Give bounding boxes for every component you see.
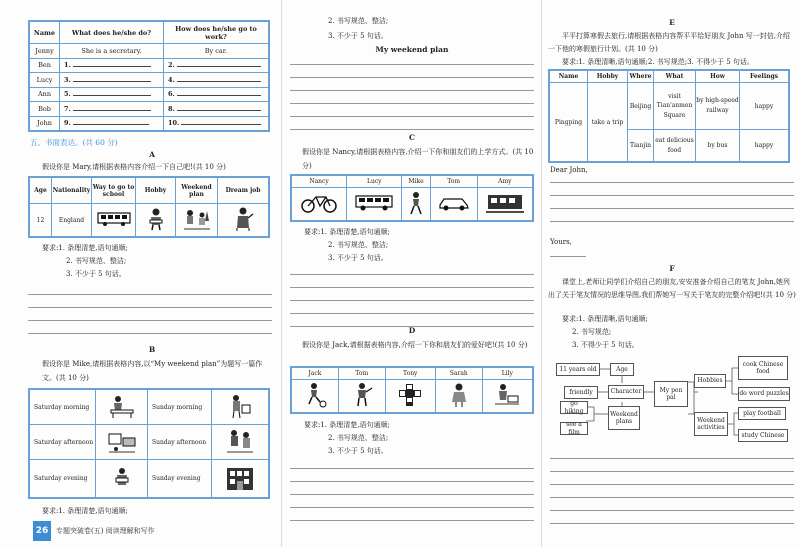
visiting-family-icon — [225, 428, 255, 454]
node-word-puzzles: do word puzzles — [738, 387, 790, 401]
col-header-weekend: Weekend plan — [176, 178, 218, 204]
hobby-picture — [136, 204, 176, 237]
section-a-req-1: 要求:1. 条理清楚,语句通顺; — [42, 244, 128, 252]
hobby-picture — [435, 380, 482, 413]
col-header-what: What — [654, 71, 696, 83]
section-f-intro: 课堂上,老师让同学们介绍自己的朋友,安安准备介绍自己的笔友 John,她列出了关于笔友情况的思维导图,我们帮她写一写关于笔友的完整介绍吧!(共 10 分) — [548, 278, 796, 299]
answer-blank[interactable]: 7. — [60, 102, 164, 117]
node-study-chinese: study Chinese — [738, 429, 788, 442]
cell-name: Bob — [30, 102, 60, 117]
writing-lines-d[interactable] — [290, 456, 534, 521]
section-f-label: F — [669, 264, 675, 273]
friend-name: Mike — [402, 176, 430, 188]
walking-icon — [406, 191, 426, 215]
girl-hobby-icon — [446, 382, 472, 408]
cell-name: Ben — [30, 58, 60, 73]
hobby-picture — [338, 380, 385, 413]
page-number: 26 — [33, 521, 51, 541]
cell-how: by bus — [696, 130, 740, 162]
activity-picture — [212, 390, 269, 425]
section-d-req-1: 要求:1. 条理清楚,语句通顺; — [304, 421, 390, 429]
answer-blank[interactable]: 8. — [164, 102, 269, 117]
activity-picture — [96, 390, 148, 425]
section-f-req-1: 要求:1. 条理清晰,语句通顺; — [562, 315, 648, 323]
col-header-how: How does he/she go to work? — [164, 22, 269, 44]
footer-title: 专题突破卷(五) 阅读理解和写作 — [56, 527, 155, 535]
writing-lines-e[interactable] — [550, 170, 794, 222]
col-header-way: Way to go to school — [92, 178, 136, 204]
node-character: Character — [608, 385, 644, 399]
column-2 — [288, 0, 536, 547]
friend-name: Jack — [292, 368, 339, 380]
col-header-dream: Dream job — [218, 178, 269, 204]
hobby-picture — [385, 380, 435, 413]
cell-age: 12 — [30, 204, 52, 237]
section-c-intro: 假设你是 Nancy,请根据表格内容,介绍一下你和朋友们的上学方式。(共 10 分) — [302, 148, 534, 170]
section-e-intro: 平平打算寒假去旅行,请根据表格内容帮平平给好朋友 John 写一封信,介绍一下他的寒假旅行计划。(共 10 分) — [548, 32, 790, 53]
cell-where: Beijing — [628, 83, 654, 130]
node-see-film: see a film — [560, 422, 588, 435]
reading-book-icon — [109, 465, 135, 491]
homework-icon — [108, 393, 136, 419]
weekend-picture — [176, 204, 218, 237]
cleaning-room-icon — [107, 428, 137, 454]
time-cell: Saturday morning — [30, 390, 96, 425]
cooking-icon — [493, 382, 521, 408]
section-b-intro: 假设你是 Mike,请根据表格内容,以“My weekend plan”为题写一篇作文。(共 10 分) — [42, 360, 263, 382]
section-a-intro: 假设你是 Mary,请根据表格内容介绍一下自己吧!(共 10 分) — [42, 163, 226, 171]
weekend-plan-table — [29, 389, 269, 498]
friend-name: Lucy — [347, 176, 402, 188]
writing-lines-c[interactable] — [290, 262, 534, 327]
hobby-table — [291, 367, 533, 413]
col-header-how: How — [696, 71, 740, 83]
friend-name: Amy — [477, 176, 532, 188]
hobby-picture — [482, 380, 532, 413]
column-divider — [281, 0, 282, 547]
writing-lines-b[interactable] — [290, 52, 534, 130]
child-reading-icon — [145, 207, 167, 231]
section-e-req: 要求:1. 条理清晰,语句通顺;2. 书写规范;3. 不得少于 5 句话。 — [562, 58, 754, 66]
node-cook-chinese-food: cook Chinese food — [738, 356, 788, 380]
car-icon — [437, 193, 471, 213]
friend-name: Tom — [338, 368, 385, 380]
letter-greeting: Dear John, — [550, 166, 588, 174]
transport-picture — [347, 188, 402, 221]
section-d-intro: 假设你是 Jack,请根据表格内容,介绍一下你和朋友们的爱好吧!(共 10 分) — [302, 341, 528, 349]
section-d-label: D — [408, 326, 416, 335]
cell-name: Lucy — [30, 73, 60, 88]
section-a-req-3: 3. 不少于 5 句话。 — [66, 270, 126, 278]
section-c-label: C — [409, 133, 415, 142]
cell-name: Jenny — [30, 44, 60, 59]
section-a-label: A — [149, 150, 155, 159]
cell-name: Pingping — [550, 83, 588, 162]
section-a-req-2: 2. 书写规范、整洁; — [66, 257, 127, 265]
friend-name: Tom — [430, 176, 477, 188]
activity-picture — [212, 460, 269, 498]
friend-name: Tony — [385, 368, 435, 380]
section-e-label: E — [669, 18, 675, 27]
node-weekend-activities: Weekend activities — [694, 412, 728, 436]
cell-name: John — [30, 116, 60, 131]
writing-lines-a[interactable] — [28, 282, 272, 334]
transport-picture — [292, 188, 347, 221]
transport-picture — [430, 188, 477, 221]
answer-blank[interactable]: 5. — [60, 87, 164, 102]
section-b-label: B — [148, 345, 156, 354]
cell-how: by high-speed railway — [696, 83, 740, 130]
essay-title: My weekend plan — [375, 45, 449, 54]
node-go-hiking: go hiking — [560, 401, 588, 414]
friend-name: Sarah — [435, 368, 482, 380]
cell-nationality: England — [52, 204, 92, 237]
family-park-icon — [182, 207, 212, 231]
mary-table-frame — [28, 176, 270, 238]
node-weekend-plans: Weekend plans — [608, 406, 640, 430]
transport-table-frame — [290, 174, 534, 222]
answer-blank[interactable]: 9. — [60, 116, 164, 131]
section-heading: 五、书面表达。(共 60 分) — [30, 138, 118, 147]
boy-hobby-icon — [349, 382, 375, 408]
cell-where: Tianjin — [628, 130, 654, 162]
section-d-req-2: 2. 书写规范、整洁; — [328, 434, 389, 442]
column-1 — [28, 0, 276, 547]
answer-blank[interactable]: 2. — [164, 58, 269, 73]
col-header-name: Name — [30, 22, 60, 44]
cell-hobby: take a trip — [588, 83, 628, 162]
transport-picture — [477, 188, 532, 221]
column-divider — [541, 0, 542, 547]
section-f-req-2: 2. 书写规范; — [572, 328, 612, 336]
time-cell: Sunday morning — [148, 390, 212, 425]
activity-picture — [96, 460, 148, 498]
section-d-req-3: 3. 不少于 5 句话。 — [328, 447, 388, 455]
cell-how: By car. — [164, 44, 269, 59]
bike-icon — [299, 192, 339, 214]
node-play-football: play football — [738, 407, 786, 420]
node-hobbies: Hobbies — [694, 374, 726, 388]
node-age-value: 11 years old — [556, 363, 600, 376]
transport-table — [291, 175, 533, 221]
cell-job: She is a secretary. — [60, 44, 164, 59]
section-c-req-1: 要求:1. 条理清楚,语句通顺; — [304, 228, 390, 236]
column-3 — [548, 0, 796, 547]
train-icon — [485, 191, 525, 215]
section-b-req-2: 2. 书写规范、整洁; — [328, 17, 389, 25]
hobby-picture — [292, 380, 339, 413]
node-friendly: friendly — [564, 386, 598, 399]
col-header-name: Name — [550, 71, 588, 83]
bus-icon — [354, 193, 394, 213]
activity-picture — [96, 425, 148, 460]
col-header-age: Age — [30, 178, 52, 204]
time-cell: Sunday evening — [148, 460, 212, 498]
trip-table — [549, 70, 789, 162]
node-age: Age — [610, 363, 634, 376]
writing-lines-f[interactable] — [550, 446, 794, 524]
time-cell: Saturday evening — [30, 460, 96, 498]
node-center-pen-pal: My pen pal — [654, 381, 688, 407]
mary-table — [29, 177, 269, 237]
activity-picture — [212, 425, 269, 460]
weekend-plan-table-frame — [28, 388, 270, 499]
football-player-icon — [302, 382, 328, 408]
transport-picture — [402, 188, 430, 221]
friend-name: Lily — [482, 368, 532, 380]
cell-feelings: happy — [740, 83, 789, 130]
section-b-req-1: 要求:1. 条理清楚,语句通顺; — [42, 507, 128, 515]
answer-blank[interactable]: 3. — [60, 73, 164, 88]
col-header-job: What does he/she do? — [60, 22, 164, 44]
answer-blank[interactable]: 4. — [164, 73, 269, 88]
time-cell: Sunday afternoon — [148, 425, 212, 460]
bus-picture — [92, 204, 136, 237]
cinema-building-icon — [224, 464, 256, 492]
col-header-hobby: Hobby — [136, 178, 176, 204]
shopping-icon — [226, 393, 254, 419]
answer-blank[interactable]: 10. — [164, 116, 269, 131]
col-header-hobby: Hobby — [588, 71, 628, 83]
bus-icon — [97, 211, 131, 227]
col-header-where: Where — [628, 71, 654, 83]
section-c-req-2: 2. 书写规范、整洁; — [328, 241, 389, 249]
col-header-feelings: Feelings — [740, 71, 789, 83]
cell-what: eat delicious food — [654, 130, 696, 162]
trip-table-frame — [548, 69, 790, 163]
friend-name: Nancy — [292, 176, 347, 188]
teacher-icon — [232, 206, 254, 232]
job-table-frame — [28, 20, 270, 132]
section-f-req-3: 3. 不得少于 5 句话。 — [572, 341, 639, 349]
crossword-puzzle-icon — [396, 382, 424, 408]
cell-feelings: happy — [740, 130, 789, 162]
section-b-req-3: 3. 不少于 5 句话。 — [328, 32, 388, 40]
dream-job-picture — [218, 204, 269, 237]
signature-line[interactable] — [550, 256, 586, 257]
answer-blank[interactable]: 6. — [164, 87, 269, 102]
hobby-table-frame — [290, 366, 534, 414]
section-c-req-3: 3. 不少于 5 句话。 — [328, 254, 388, 262]
job-table — [29, 21, 269, 131]
mind-map — [548, 352, 796, 442]
col-header-nationality: Nationality — [52, 178, 92, 204]
letter-closing: Yours, — [550, 238, 572, 246]
cell-what: visit Tian'anmen Square — [654, 83, 696, 130]
cell-name: Ann — [30, 87, 60, 102]
time-cell: Saturday afternoon — [30, 425, 96, 460]
answer-blank[interactable]: 1. — [60, 58, 164, 73]
